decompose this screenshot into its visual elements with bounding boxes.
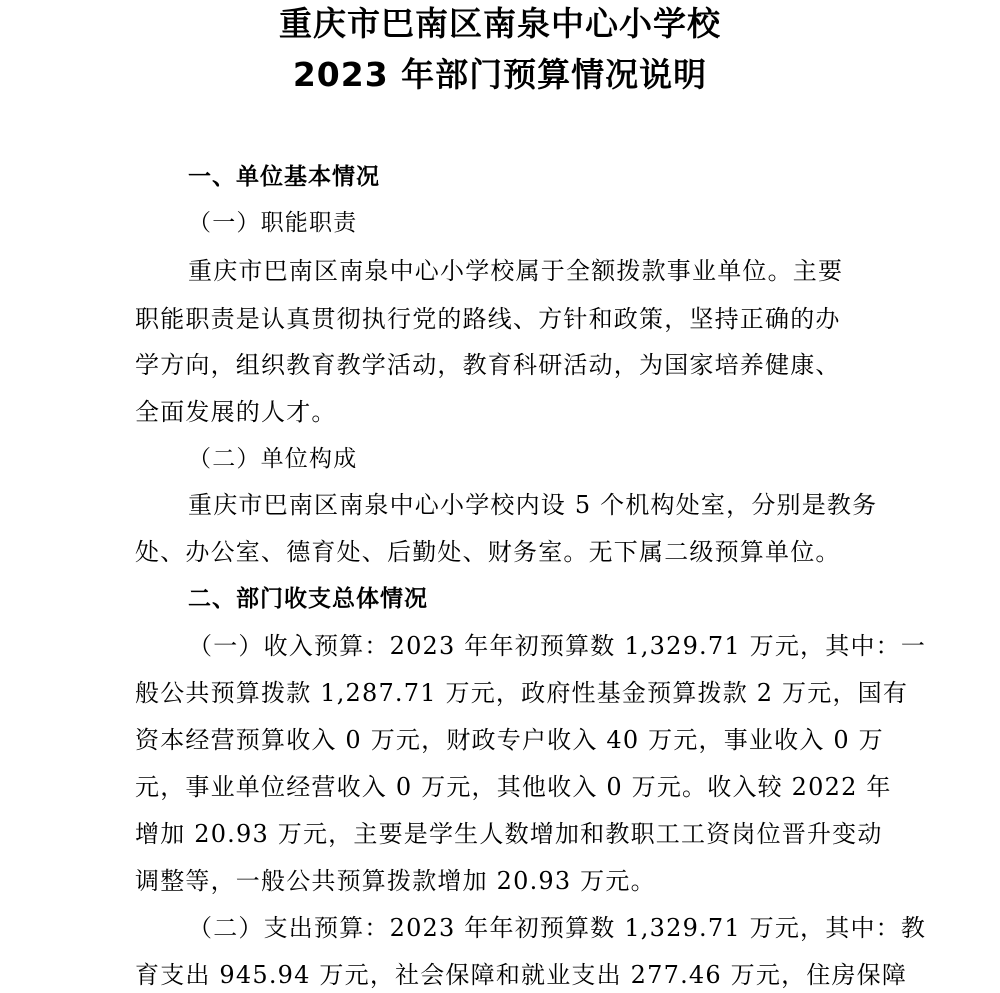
document-title-line-1: 重庆市巴南区南泉中心小学校 bbox=[279, 4, 721, 43]
subsection-heading-structure: （二）单位构成 bbox=[188, 446, 358, 472]
paragraph-line: （二）支出预算：2023 年年初预算数 1,329.71 万元，其中：教 bbox=[188, 914, 927, 942]
paragraph-line: 学方向，组织教育教学活动，教育科研活动，为国家培养健康、 bbox=[135, 351, 841, 379]
paragraph-line: 育支出 945.94 万元，社会保障和就业支出 277.46 万元，住房保障 bbox=[135, 961, 908, 989]
paragraph-line: 资本经营预算收入 0 万元，财政专户收入 40 万元，事业收入 0 万 bbox=[135, 726, 884, 754]
paragraph-line: 处、办公室、德育处、后勤处、财务室。无下属二级预算单位。 bbox=[135, 538, 841, 566]
paragraph-line: 增加 20.93 万元，主要是学生人数增加和教职工工资岗位晋升变动 bbox=[135, 820, 883, 848]
paragraph-line: 全面发展的人才。 bbox=[135, 398, 337, 426]
paragraph-line: 重庆市巴南区南泉中心小学校属于全额拨款事业单位。主要 bbox=[188, 257, 844, 285]
paragraph-line: 职能职责是认真贯彻执行党的路线、方针和政策，坚持正确的办 bbox=[135, 305, 841, 333]
paragraph-line: （一）收入预算：2023 年年初预算数 1,329.71 万元，其中：一 bbox=[188, 632, 927, 660]
paragraph-line: 重庆市巴南区南泉中心小学校内设 5 个机构处室，分别是教务 bbox=[188, 491, 878, 519]
document-title-line-2: 2023 年部门预算情况说明 bbox=[292, 55, 708, 94]
paragraph-line: 元，事业单位经营收入 0 万元，其他收入 0 万元。收入较 2022 年 bbox=[135, 773, 892, 801]
section-heading-basic-info: 一、单位基本情况 bbox=[188, 164, 380, 190]
section-heading-budget-overview: 二、部门收支总体情况 bbox=[188, 586, 428, 612]
paragraph-line: 调整等，一般公共预算拨款增加 20.93 万元。 bbox=[135, 867, 656, 895]
paragraph-line: 般公共预算拨款 1,287.71 万元，政府性基金预算拨款 2 万元，国有 bbox=[135, 679, 909, 707]
subsection-heading-duties: （一）职能职责 bbox=[188, 210, 358, 236]
